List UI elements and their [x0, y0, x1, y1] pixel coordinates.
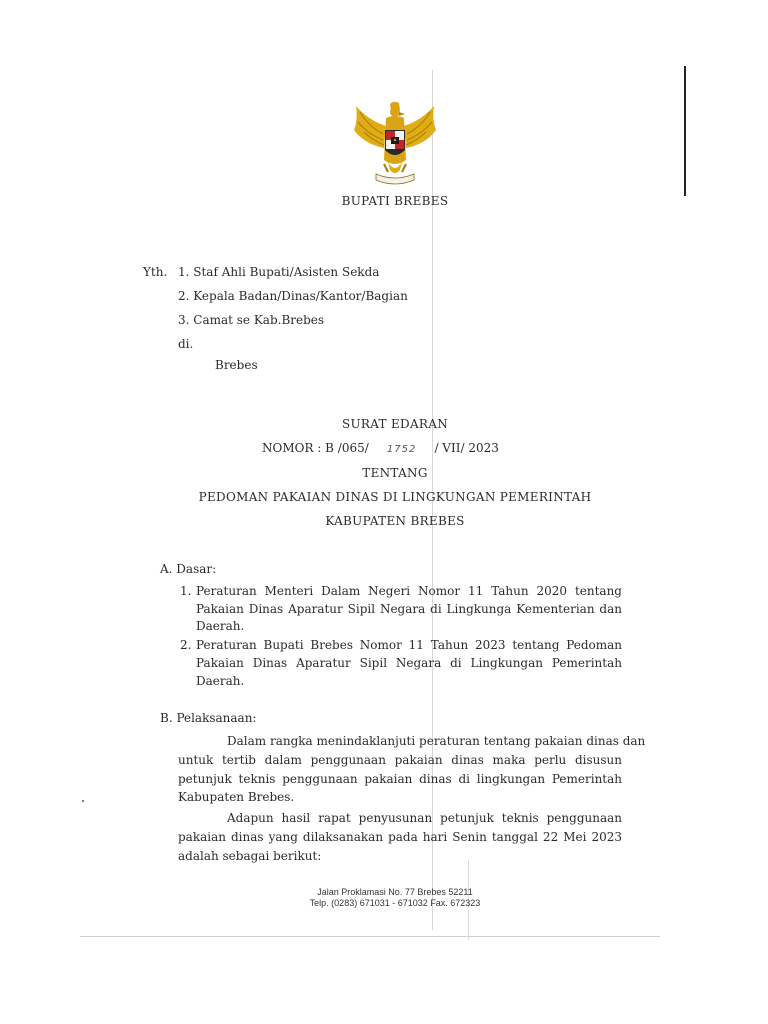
document-number: [262, 441, 499, 455]
number-prefix: NOMOR : B /065/: [262, 441, 369, 455]
recipient-item: 2. Kepala Badan/Dinas/Kantor/Bagian: [178, 289, 408, 303]
document-type: SURAT EDARAN: [341, 417, 449, 431]
scan-speck: [82, 800, 84, 802]
list-item-line: Peraturan Bupati Brebes Nomor 11 Tahun 2023 tentang Pedoman: [196, 638, 622, 652]
document-subject: KABUPATEN BREBES: [325, 514, 465, 528]
document-subject: PEDOMAN PAKAIAN DINAS DI LINGKUNGAN PEMERINTAH: [198, 490, 592, 504]
paragraph-line: petunjuk teknis penggunaan pakaian dinas di lingkungan Pemerintah: [178, 772, 622, 786]
paragraph-line: Dalam rangka menindaklanjuti peraturan tentang pakaian dinas dan: [227, 734, 646, 748]
recipient-item: 3. Camat se Kab.Brebes: [178, 313, 325, 327]
paragraph-line: adalah sebagai berikut:: [178, 849, 322, 863]
scan-bottom-edge: [80, 936, 660, 937]
section-a-heading: A. Dasar:: [160, 562, 217, 576]
scan-edge-mark: [684, 66, 686, 196]
list-item-line: Daerah.: [196, 619, 245, 633]
list-item-line: Pakaian Dinas Aparatur Sipil Negara di Lingkunga Kementerian dan: [196, 602, 622, 616]
recipient-di: di.: [178, 337, 194, 351]
paragraph-line: untuk tertib dalam penggunaan pakaian dinas maka perlu disusun: [178, 753, 622, 767]
recipient-prefix: Yth.: [143, 265, 168, 279]
list-number: 1.: [180, 584, 192, 598]
number-suffix: / VII/ 2023: [434, 441, 499, 455]
handwritten-number: 1752: [386, 444, 417, 455]
recipient-item: 1. Staf Ahli Bupati/Asisten Sekda: [178, 265, 380, 279]
list-item-line: Peraturan Menteri Dalam Negeri Nomor 11 Tahun 2020 tentang: [196, 584, 622, 598]
section-b-heading: B. Pelaksanaan:: [160, 711, 257, 725]
list-item-line: Pakaian Dinas Aparatur Sipil Negara di Lingkungan Pemerintah: [196, 656, 622, 670]
footer-contact: Telp. (0283) 671031 - 671032 Fax. 672323: [309, 898, 481, 908]
recipient-place: Brebes: [215, 358, 258, 372]
letterhead-title: BUPATI BREBES: [341, 194, 449, 208]
list-item-line: Daerah.: [196, 674, 245, 688]
paragraph-line: Kabupaten Brebes.: [178, 790, 295, 804]
paragraph-line: Adapun hasil rapat penyusunan petunjuk teknis penggunaan: [227, 811, 622, 825]
footer-address: Jalan Proklamasi No. 77 Brebes 52211: [317, 887, 473, 897]
garuda-emblem-icon: [350, 100, 440, 188]
document-about: TENTANG: [362, 466, 428, 480]
list-number: 2.: [180, 638, 192, 652]
paragraph-line: pakaian dinas yang dilaksanakan pada hari Senin tanggal 22 Mei 2023: [178, 830, 622, 844]
